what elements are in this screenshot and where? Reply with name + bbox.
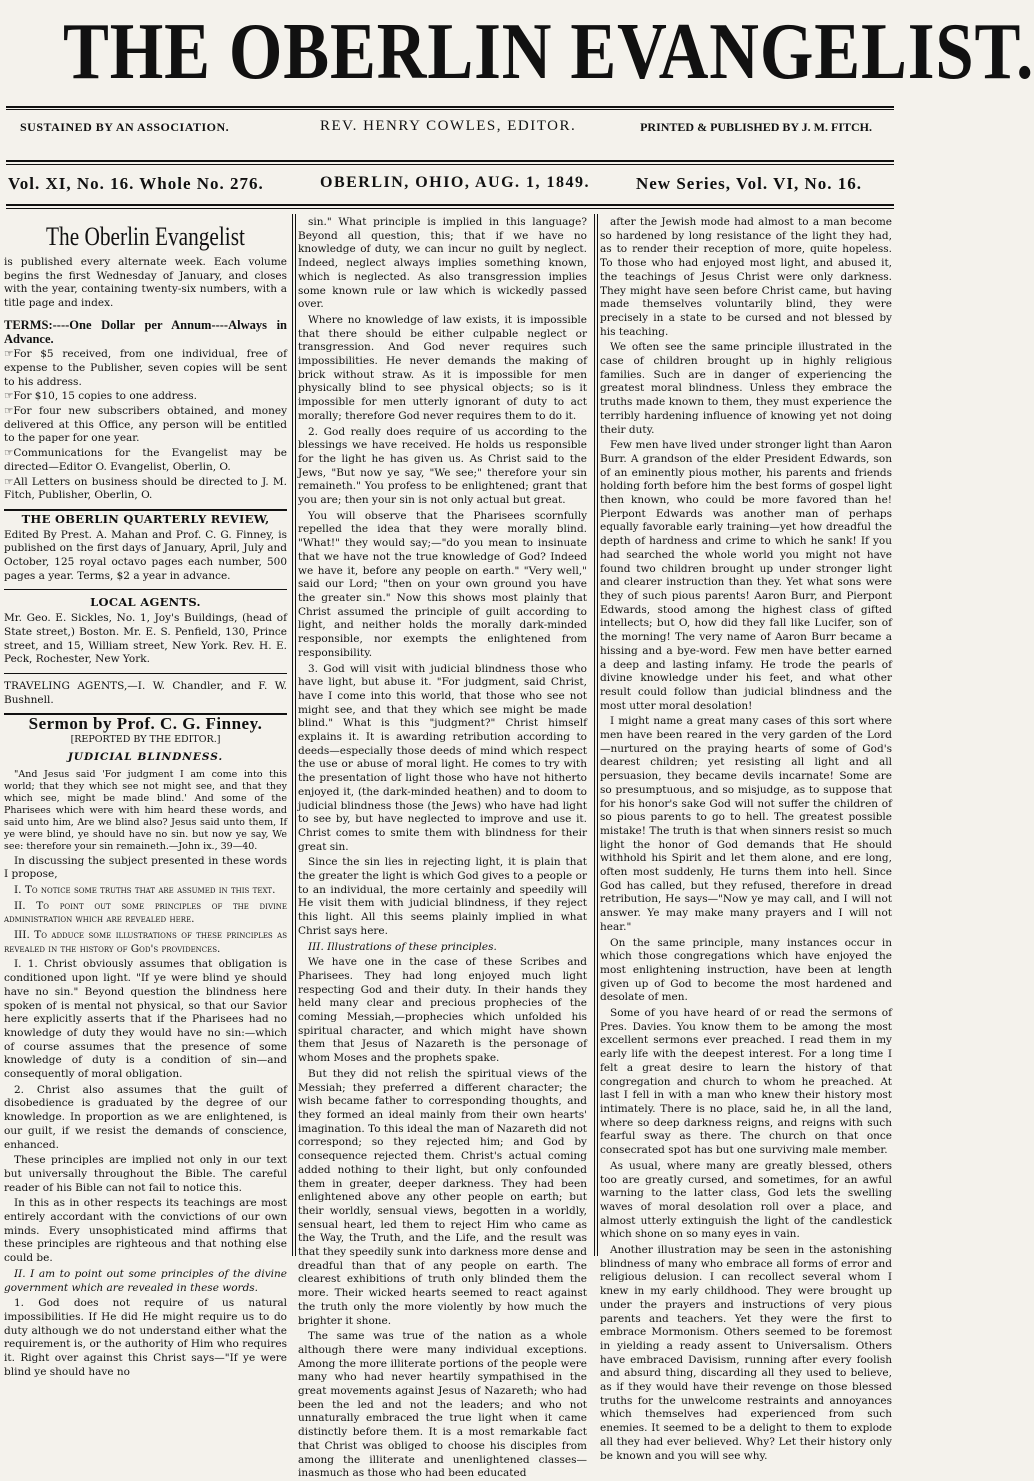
- column-3: [600, 216, 892, 1462]
- publisher-label: PRINTED & PUBLISHED BY J. M. FITCH.: [640, 120, 872, 134]
- newspaper-title: THE OBERLIN EVANGELIST.: [63, 8, 1034, 96]
- terms-item: ☞For $10, 15 copies to one address.: [4, 390, 198, 403]
- sermon-paragraph: III. To adduce some illustrations of these principles as revealed in the history of God's providences.: [4, 929, 287, 955]
- editor-label: REV. HENRY COWLES, EDITOR.: [320, 118, 577, 134]
- sermon-paragraph: I might name a great many cases of this sort where men have been reared in the very garden of the Lord—nurtured on the praying hearts of some of God's dearest children; yet resisting all light and all persuasion, they became devils incarnate! Some are so presumptuous, and so misjudge, as to suppose that for his honor's sake God will not suffer the children of so pious parents to go to hell. The greatest possible mistake! The truth is that when sinners resist so much light the honor of God demands that He should withhold his Spirit and let them alone, and ere long, often most suddenly, He turns them into hell. Since God has called, but they refused, therefore in dread retribution, He says—"Now ye may call, and I will not answer. Ye may make many prayers and I will not hear.": [600, 715, 892, 933]
- sermon-paragraph: II. To point out some principles of the divine administration which are revealed here.: [4, 899, 287, 926]
- sermon-paragraph: after the Jewish mode had almost to a man become so hardened by long resistance of the light they had, as to render their reception of more, quite hopeless. To those who had enjoyed most light, and abused it, the teachings of Jesus Christ were only darkness. They might have seen before Christ came, but having made themselves voluntarily blind, they were precisely in a state to be cursed and not blessed by his teaching.: [600, 216, 892, 338]
- reported-note: [REPORTED BY THE EDITOR.]: [70, 734, 221, 746]
- column-2: [298, 216, 587, 1480]
- terms-item: ☞All Letters on business should be directed to J. M. Fitch, Publisher, Oberlin, O.: [4, 475, 287, 502]
- volume-line: [8, 174, 892, 196]
- volume-rule-bottom: [6, 204, 894, 206]
- sermon-paragraph: In this as in other respects its teachings are most entirely accordant with the convictions of our own minds. Every unsophisticated mind affirms that these principles are righteous and that nothing else could be.: [4, 1197, 287, 1265]
- sermon-paragraph: II. I am to point out some principles of the divine government which are revealed in these words.: [4, 1267, 287, 1294]
- review-notice: [4, 529, 287, 584]
- editorial-line: [8, 118, 892, 136]
- terms-item: ☞For four new subscribers obtained, and money delivered at this Office, any person will be entitled to the paper for one year.: [4, 405, 287, 445]
- review-text: Edited By Prest. A. Mahan and Prof. C. G. Finney, is published on the first days of January, April, July and October, 125 royal octavo pages each number, 500 pages a year. Terms, $2 a year in advance.: [4, 528, 287, 582]
- column-1: [4, 216, 287, 1378]
- volume-rule-top: [6, 160, 894, 162]
- terms-item: ☞Communications for the Evangelist may be directed—Editor O. Evangelist, Oberlin, O.: [4, 447, 287, 473]
- sermon-paragraph: 1. God does not require of us natural impossibilities. If He did He might require us to do duty although we do not understand either what the requirement is, or the authority of Him who requires it. Right over against this Christ says—"If ye were blind ye should have no: [4, 1297, 287, 1378]
- volume-number: Vol. XI, No. 16. Whole No. 276.: [8, 174, 264, 193]
- sermon-paragraph: 3. God will visit with judicial blindness those who have light, but abuse it. "For judgment, said Christ, have I come into this world, that those who see not might see, and that they which see might be made blind." What is this "judgment?" Christ himself explains it. It is awarding retribution according to deeds—especially those deeds of mind which respect the use or abuse of moral light. He comes to try with the presentation of light those who have not hitherto enjoyed it, (the dark-minded heathen) and to doom to judicial blindness those (the Jews) who have had light to see by, but have neglected to improve and use it. Christ comes to smite them with blindness for their great sin.: [298, 662, 587, 853]
- divider: [4, 673, 287, 674]
- volume-rule-top-thin: [6, 164, 894, 165]
- review-heading: THE OBERLIN QUARTERLY REVIEW,: [21, 511, 270, 526]
- terms-list: [4, 348, 287, 503]
- sermon-topic: JUDICIAL BLINDNESS.: [67, 750, 224, 763]
- column-divider-1b: [295, 214, 296, 1256]
- divider: [4, 509, 287, 511]
- agents-notice: [4, 612, 287, 667]
- sermon-paragraph: III. Illustrations of these principles.: [308, 940, 497, 953]
- sermon-paragraph: 2. Christ also assumes that the guilt of disobedience is graduated by the degree of our knowledge. In proportion as we are enlightened, is our guilt, if we resist the demands of conscience, enhanced.: [4, 1083, 287, 1151]
- sermon-paragraph: But they did not relish the spiritual views of the Messiah; they preferred a different character; the wish became father to corresponding thoughts, and they formed an ideal mainly from their own hearts' imagination. To this ideal the man of Nazareth did not correspond; so they rejected him; and God by consequence rejected them. Christ's actual coming added nothing to their light, but only confounded them in greater, deeper darkness. They had been enlightened above any other people on earth; but their worldly, sensual views, begotten in a worldly, sensual heart, led them to reject Him who came as the Way, the Truth, and the Life, and the result was that they speedily sunk into darkness more dense and dreadful than that of any people on earth. The clearest exhibitions of truth only blinded them the more. Their wicked hearts seemed to react against the truth only the more violently by how much the brighter it shone.: [298, 1067, 587, 1327]
- terms-item: ☞For $5 received, from one individual, free of expense to the Publisher, seven copies will be sent to his address.: [4, 348, 287, 388]
- traveling-agents-text: TRAVELING AGENTS,—I. W. Chandler, and F. W. Bushnell.: [4, 679, 287, 706]
- volume-rule-bottom-thin: [6, 208, 894, 209]
- sermon-paragraph: You will observe that the Pharisees scornfully repelled the idea that they were morally blind. "What!" they would say;—"do you mean to insinuate that we have not the true knowledge of God? Indeed we have it, before any people on earth." "Very well," said our Lord; "then on your own ground you have the greater sin." Now this shows most plainly that Christ assumed the principle of guilt according to light, and neither holds the morally dark-minded responsible, nor exempts the enlightened from responsibility.: [298, 509, 587, 659]
- publishing-text: is published every alternate week. Each volume begins the first Wednesday of January, and closes with the year, containing twenty-six numbers, with a title page and index.: [4, 256, 287, 310]
- sermon-paragraph: Where no knowledge of law exists, it is impossible that there should be either culpable neglect or transgression. And God never requires such impossibilities. He never demands the making of brick without straw. As it is impossible for men physically blind to see physical objects; so is it impossible for men utterly ignorant of duty to act morally; therefore God never requires them to do it.: [298, 313, 587, 422]
- sermon-paragraph: We often see the same principle illustrated in the case of children brought up in highly religious families. Such are in danger of experiencing the greatest moral blindness. Unless they embrace the truths made known to them, they must experience the terribly hardening influence of knowing yet not doing their duty.: [600, 341, 892, 436]
- sermon-paragraph: As usual, where many are greatly blessed, others too are greatly cursed, and sometimes, for an awful warning to the latter class, God lets the swelling waves of moral desolation roll over a place, and almost utterly extinguish the light of the candlestick which shone on so many eyes in vain.: [600, 1159, 892, 1241]
- sermon-heading: Sermon by Prof. C. G. Finney.: [28, 714, 263, 734]
- sermon-paragraph: In discussing the subject presented in these words I propose,: [4, 854, 287, 881]
- divider: [4, 589, 287, 590]
- masthead-rule-top-thin: [6, 109, 894, 110]
- masthead-rule-top: [6, 106, 894, 108]
- column-divider-2: [594, 214, 595, 1256]
- paper-title: The Oberlin Evangelist: [46, 222, 245, 251]
- sermon-paragraph: Since the sin lies in rejecting light, it is plain that the greater the light is which God gives to a people or to an individual, the more certainly and speedily will He visit them with judicial blindness, if they reject this light. All this seems plainly implied in what Christ says here.: [298, 856, 587, 937]
- column-divider-1: [292, 214, 293, 1256]
- sermon-paragraph: These principles are implied not only in our text but universally throughout the Bible. The careful reader of his Bible can not fail to notice this.: [4, 1154, 287, 1194]
- sermon-paragraph: I. 1. Christ obviously assumes that obligation is conditioned upon light. "If ye were blind ye should have no sin." Beyond question the blindness here spoken of is mental not physical, so that our Savior here explicitly asserts that if the Pharisees had no knowledge of duty they would have no sin:—which of course assumes that the presence of some knowledge of duty is a condition of sin—and consequently of moral obligation.: [4, 958, 287, 1081]
- terms-heading: TERMS:----One Dollar per Annum----Always in Advance.: [4, 317, 287, 346]
- series-number: New Series, Vol. VI, No. 16.: [635, 174, 862, 193]
- scripture-quote: "And Jesus said 'For judgment I am come into this world; that they which see not might see, and that they which see, might be made blind.' And some of the Pharisees which were with him heard these words, and said unto him, Are we blind also? Jesus said unto them, If ye were blind, ye should have no sin. but now ye say, We see: therefore your sin remaineth.—John ix., 39—40.: [4, 768, 287, 852]
- dateline: OBERLIN, OHIO, AUG. 1, 1849.: [320, 174, 591, 191]
- publishing-notice: [4, 256, 287, 311]
- sermon-paragraph: I. To notice some truths that are assumed in this text.: [14, 883, 276, 896]
- sermon-paragraph: sin." What principle is implied in this language? Beyond all question, this; that if we have no knowledge of duty, we can incur no guilt by neglect. Indeed, neglect always implies something known, which is neglected. As also transgression implies some known rule or law which is wickedly passed over.: [298, 216, 587, 311]
- sermon-paragraph: Another illustration may be seen in the astonishing blindness of many who embrace all forms of error and religious delusion. I can recollect several whom I knew in my early childhood. They were brought up under the prayers and instructions of very pious parents and teachers. Yet they were the first to embrace Mormonism. Others seemed to be foremost in yielding a ready assent to Universalism. Others have embraced Davisism, running after every foolish and absurd thing, discarding all they used to believe, as if they would have their revenge on those blessed truths for the unwelcome restraints and annoyances which themselves had experienced from such enemies. It seemed to be a delight to them to explode all they had ever believed. Why? Let their history only be known and you will see why.: [600, 1244, 892, 1462]
- column-divider-2b: [597, 214, 598, 1256]
- sermon-paragraph: Some of you have heard of or read the sermons of Pres. Davies. You know them to be among the most excellent sermons ever preached. I read them in my early life with the deepest interest. For a long time I felt a great desire to learn the history of that congregation and church to whom he preached. At last I fell in with a man who knew their history most intimately. There is no place, said he, in all the land, where so deep darkness reigns, and reigns with such fearful sway as there. The church on that once consecrated spot has but one surviving male member.: [600, 1007, 892, 1157]
- traveling-agents: [4, 680, 287, 707]
- association-label: SUSTAINED BY AN ASSOCIATION.: [20, 120, 230, 134]
- agents-heading: LOCAL AGENTS.: [90, 595, 201, 610]
- sermon-paragraph: On the same principle, many instances occur in which those congregations which have enjoyed the most enlightening instruction, have been at length given up of God to become the most hardened and desolate of men.: [600, 936, 892, 1004]
- agents-text: Mr. Geo. E. Sickles, No. 1, Joy's Buildings, (head of State street,) Boston. Mr. E. S. Penfield, 130, Prince street, and 15, William street, New York. Rev. H. E. Peck, Rochester, New York.: [4, 612, 287, 666]
- sermon-paragraph: 2. God really does require of us according to the blessings we have received. He holds us responsible for the light he has given us. As Christ said to the Jews, "But now ye say, "We see;" therefore your sin remaineth." You profess to be enlightened; grant that you are; then your sin is not only actual but great.: [298, 425, 587, 507]
- sermon-paragraph: We have one in the case of these Scribes and Pharisees. They had long enjoyed much light respecting God and their duty. In their hands they held many clear and precious prophecies of the coming Messiah,—prophecies which unfolded his spiritual character, and which might have shown them that Jesus of Nazareth is the personage of whom Moses and the prophets spake.: [298, 956, 587, 1065]
- sermon-paragraph: Few men have lived under stronger light than Aaron Burr. A grandson of the elder President Edwards, son of an eminently pious mother, his parents and friends holding forth before him the best forms of gospel light then known, who could be more favored than he! Pierpont Edwards was another man of perhaps equally favorable early training—yet how dreadful the depth of hardness and crime to which he sank! If you had searched the whole world you might not have found two children brought up under stronger light and clearer instruction than they. Yet what sons were they of such pious parents! Aaron Burr, and Pierpont Edwards, stood among the highest class of gifted intellects; but O, how did they fall like Lucifer, son of the morning! The very name of Aaron Burr became a hissing and a bye-word. Few men have better earned a deep and lasting infamy. He trode the pearls of divine knowledge under his feet, and what other result could follow than judicial blindness and the most utter moral desolation!: [600, 439, 892, 712]
- masthead: [0, 0, 1034, 102]
- sermon-paragraph: The same was true of the nation as a whole although there were many individual exceptions. Among the more illiterate portions of the people were many who had never heartily sympathised in the great movements against Jesus of Nazareth; who had been the led and not the leaders; and who not unnaturally embraced the true light when it came distinctly before them. It is a most remarkable fact that Christ was obliged to choose his disciples from among the illiterate and unenlightened classes—inasmuch as those who had been educated: [298, 1330, 587, 1480]
